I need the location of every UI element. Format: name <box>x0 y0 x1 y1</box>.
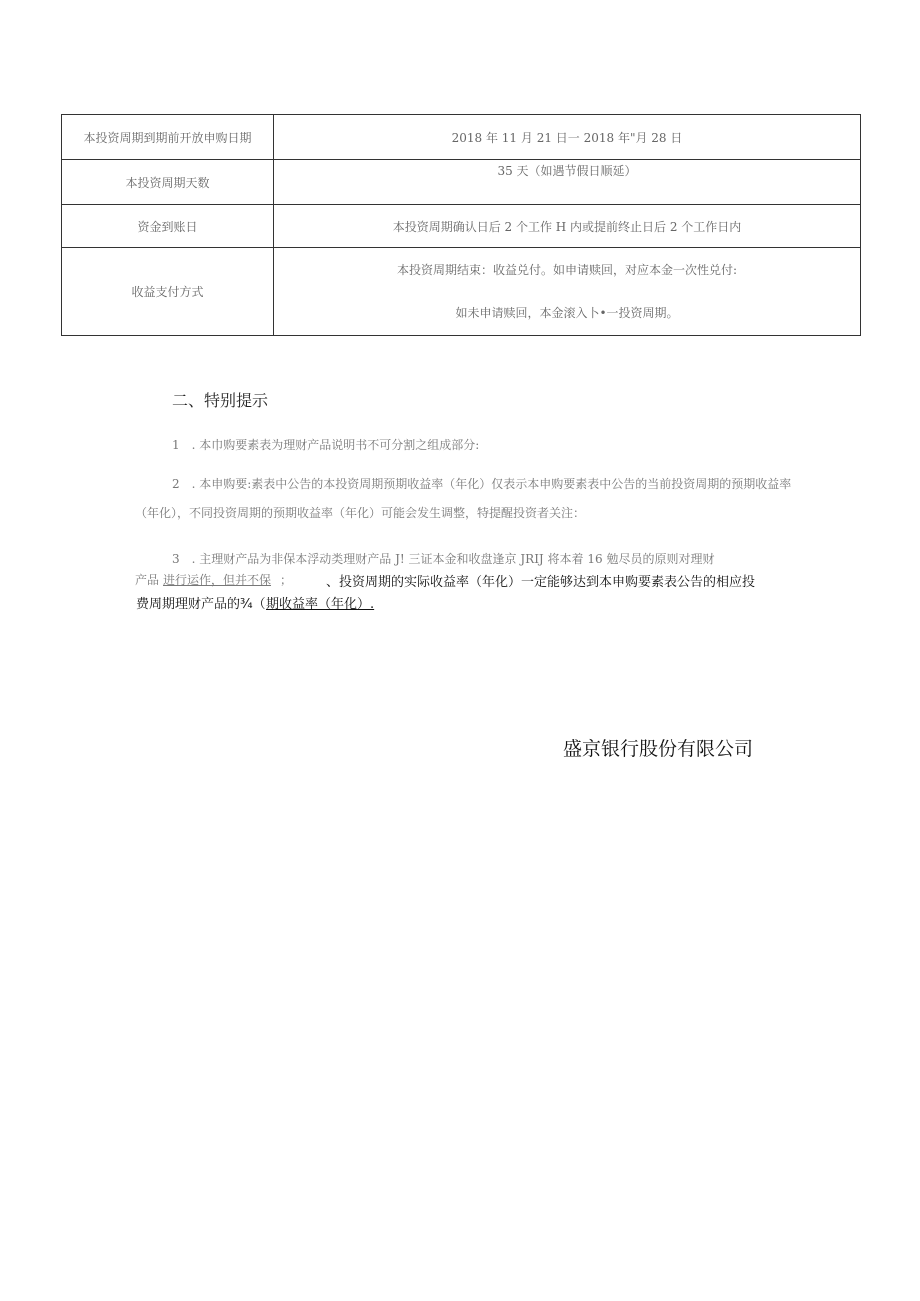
section-heading: 二、特别提示 <box>172 391 269 410</box>
bank-signature: 盛京银行股份有限公司 <box>563 738 754 760</box>
notice-item-3-line-3a: 费周期理财产品的¾（ <box>136 597 266 612</box>
notice-item-3-line-1: 3 . 主理财产品为非保本浮动类理财产品 J! 三证本金和收盘逢京 JRIJ 将本着 16 勉尽员的原则对理财 <box>172 552 715 566</box>
table-row <box>62 205 861 248</box>
notice-item-3-line-2c: ，但并不保 <box>211 573 272 587</box>
notice-item-1: 1 . 本巾购要素表为理财产品说明书不可分割之组成部分: <box>172 438 480 452</box>
row-value: 本投资周期确认日后 2 个工作 H 内或提前终止日后 2 个工作日内 <box>274 205 861 248</box>
row-value-line: 如未申请赎回，本金滚入卜•一投资周期。 <box>455 306 679 320</box>
notice-item-3-line-3b: 期收益率（年化）. <box>266 597 375 612</box>
product-info-table <box>61 114 861 336</box>
row-value-cell <box>274 248 861 336</box>
row-label: 本投资周期天数 <box>62 160 274 205</box>
notice-item-3-line-2e: 、投资周期的实际收益率（年化）一定能够达到本申购要素表公告的相应投 <box>326 575 756 590</box>
notice-item-2-line-2: （年化），不同投资周期的预期收益率（年化）可能会发生调整，特提醒投资者关注： <box>135 506 586 520</box>
table-row <box>62 160 861 205</box>
table-row <box>62 115 861 160</box>
row-label: 资金到账日 <box>62 205 274 248</box>
row-value: 2018 年 11 月 21 日一 2018 年"月 28 日 <box>274 115 861 160</box>
notice-item-3-line-2b: 进行运作 <box>163 573 212 587</box>
table-row <box>62 248 861 336</box>
row-value-cell <box>274 160 861 205</box>
row-value-line: 本投资周期结束：收益兑付。如申请赎回，对应本金一次性兑付: <box>396 263 738 277</box>
row-label: 本投资周期到期前开放申购日期 <box>62 115 274 160</box>
row-value: 35 天（如遇节假日顺延） <box>497 164 637 178</box>
notice-item-3-line-2d: ； <box>280 573 293 587</box>
notice-item-2-line-1: 2 . 本申购要:素表中公告的本投资周期预期收益率（年化）仅表示本申购要素表中公告的当前投资周期的预期收益率 <box>172 477 792 491</box>
notice-item-3-line-2a: 产品 <box>135 573 160 587</box>
row-label: 收益支付方式 <box>62 248 274 336</box>
